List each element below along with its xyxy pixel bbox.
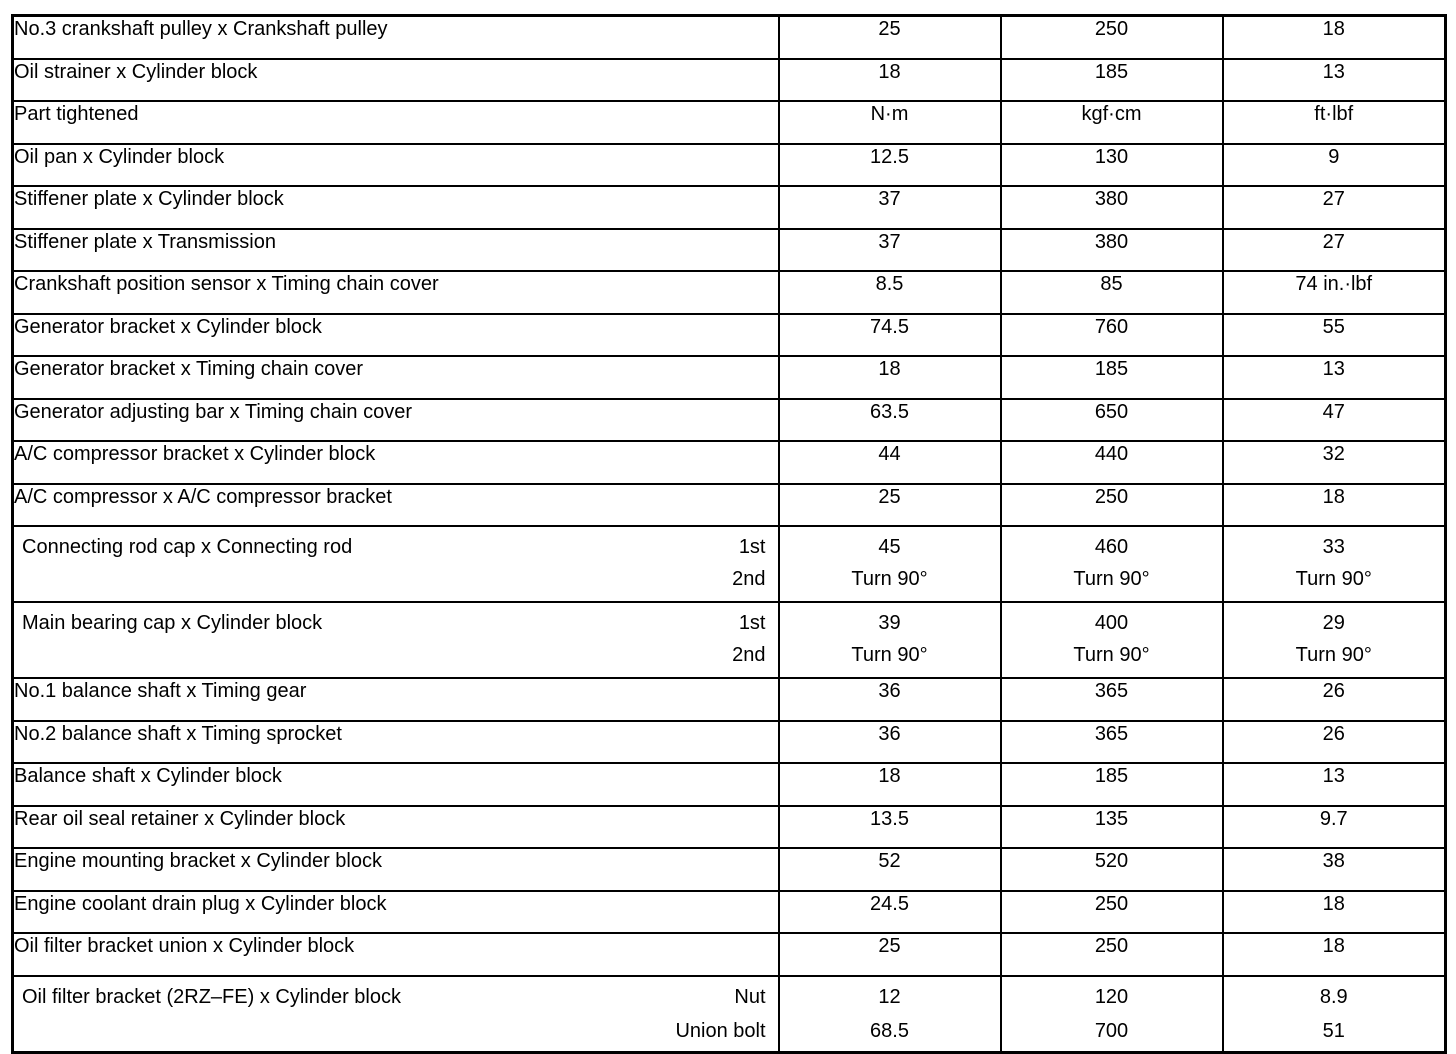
part-cell xyxy=(13,602,779,678)
step-label: 1st xyxy=(738,612,766,634)
nm-cell: 18 xyxy=(779,763,1001,806)
ft-lbf-cell xyxy=(1223,526,1446,602)
kgf-cm-cell: 185 xyxy=(1001,356,1223,399)
part-cell: A/C compressor bracket x Cylinder block xyxy=(13,441,779,484)
kgf-cm-cell: 250 xyxy=(1001,933,1223,976)
part-cell: No.1 balance shaft x Timing gear xyxy=(13,678,779,721)
nm-cell: 24.5 xyxy=(779,891,1001,934)
ft-lbf-cell: 13 xyxy=(1223,763,1446,806)
ft-lbf-cell xyxy=(1223,602,1446,678)
kgf-cm-value: 460 xyxy=(1094,536,1129,558)
nm-cell: 63.5 xyxy=(779,399,1001,442)
part-cell: Engine coolant drain plug x Cylinder block xyxy=(13,891,779,934)
kgf-cm-cell: 380 xyxy=(1001,229,1223,272)
kgf-cm-cell: 185 xyxy=(1001,763,1223,806)
nm-value: Turn 90° xyxy=(851,568,928,590)
table-row xyxy=(13,16,1446,59)
ft-lbf-cell: 18 xyxy=(1223,484,1446,527)
kgf-cm-value: Turn 90° xyxy=(1073,568,1150,590)
nm-cell: 12.5 xyxy=(779,144,1001,187)
ft-lbf-cell: 18 xyxy=(1223,933,1446,976)
nm-cell: 25 xyxy=(779,484,1001,527)
part-name: Oil filter bracket (2RZ–FE) x Cylinder block xyxy=(22,985,401,1008)
table-row xyxy=(13,891,1446,934)
nm-cell: 8.5 xyxy=(779,271,1001,314)
table-row xyxy=(13,763,1446,806)
table-row xyxy=(13,976,1446,1053)
nm-cell: 52 xyxy=(779,848,1001,891)
nm-cell: 36 xyxy=(779,721,1001,764)
ft-lbf-value: 29 xyxy=(1322,612,1345,634)
ft-lbf-value: 51 xyxy=(1322,1019,1345,1042)
part-cell: Stiffener plate x Cylinder block xyxy=(13,186,779,229)
nm-cell: 74.5 xyxy=(779,314,1001,357)
fastener-label: Union bolt xyxy=(675,1019,766,1042)
kgf-cm-value: Turn 90° xyxy=(1073,644,1150,666)
table-header-row xyxy=(13,101,1446,144)
nm-cell: 36 xyxy=(779,678,1001,721)
ft-lbf-cell: 26 xyxy=(1223,721,1446,764)
nm-header: N·m xyxy=(779,101,1001,144)
step-label: 2nd xyxy=(732,568,766,590)
ft-lbf-cell: 18 xyxy=(1223,891,1446,934)
ft-lbf-cell: 27 xyxy=(1223,229,1446,272)
part-cell: Rear oil seal retainer x Cylinder block xyxy=(13,806,779,849)
nm-cell: 25 xyxy=(779,933,1001,976)
table-row xyxy=(13,484,1446,527)
ft-lbf-cell: 9 xyxy=(1223,144,1446,187)
table-row xyxy=(13,721,1446,764)
nm-cell: 18 xyxy=(779,59,1001,102)
kgf-cm-value: 400 xyxy=(1094,612,1129,634)
nm-cell: 13.5 xyxy=(779,806,1001,849)
nm-cell: 44 xyxy=(779,441,1001,484)
part-cell: A/C compressor x A/C compressor bracket xyxy=(13,484,779,527)
nm-cell: 37 xyxy=(779,186,1001,229)
part-cell: Engine mounting bracket x Cylinder block xyxy=(13,848,779,891)
table-row xyxy=(13,144,1446,187)
kgf-cm-cell: 85 xyxy=(1001,271,1223,314)
ft-lbf-value: 33 xyxy=(1322,536,1345,558)
nm-value: 68.5 xyxy=(870,1019,909,1042)
table-row xyxy=(13,399,1446,442)
ft-lbf-cell: 26 xyxy=(1223,678,1446,721)
part-cell xyxy=(13,526,779,602)
part-cell: Oil filter bracket union x Cylinder block xyxy=(13,933,779,976)
part-cell: Generator bracket x Cylinder block xyxy=(13,314,779,357)
kgf-cm-cell: 135 xyxy=(1001,806,1223,849)
part-cell: No.2 balance shaft x Timing sprocket xyxy=(13,721,779,764)
part-cell: Stiffener plate x Transmission xyxy=(13,229,779,272)
kgf-cm-cell: 380 xyxy=(1001,186,1223,229)
part-name: Connecting rod cap x Connecting rod xyxy=(22,536,353,558)
nm-value: 45 xyxy=(878,536,901,558)
table-row xyxy=(13,314,1446,357)
ft-lbf-cell: 18 xyxy=(1223,16,1446,59)
ft-lbf-cell: 47 xyxy=(1223,399,1446,442)
ft-lbf-cell: 9.7 xyxy=(1223,806,1446,849)
kgf-cm-cell xyxy=(1001,526,1223,602)
table-row xyxy=(13,59,1446,102)
ft-lbf-cell: 13 xyxy=(1223,59,1446,102)
step-label: 2nd xyxy=(732,644,766,666)
part-cell: Oil strainer x Cylinder block xyxy=(13,59,779,102)
part-name: Main bearing cap x Cylinder block xyxy=(22,612,323,634)
part-cell: Balance shaft x Cylinder block xyxy=(13,763,779,806)
ft-lbf-value: 8.9 xyxy=(1319,985,1348,1008)
kgf-cm-cell: 250 xyxy=(1001,484,1223,527)
ft-lbf-cell: 13 xyxy=(1223,356,1446,399)
ft-lbf-cell xyxy=(1223,976,1446,1053)
torque-specification-table xyxy=(11,14,1447,1054)
kgf-cm-cell: 650 xyxy=(1001,399,1223,442)
kgf-cm-cell: 760 xyxy=(1001,314,1223,357)
nm-cell xyxy=(779,602,1001,678)
fastener-label: Nut xyxy=(734,985,766,1008)
kgf-cm-cell: 365 xyxy=(1001,721,1223,764)
table-row xyxy=(13,933,1446,976)
kgf-cm-cell: 130 xyxy=(1001,144,1223,187)
part-cell xyxy=(13,976,779,1053)
table-row xyxy=(13,186,1446,229)
table-row xyxy=(13,526,1446,602)
table-row xyxy=(13,271,1446,314)
nm-value: 12 xyxy=(878,985,901,1008)
table-row xyxy=(13,441,1446,484)
ft-lbf-value: Turn 90° xyxy=(1295,644,1372,666)
table-row xyxy=(13,848,1446,891)
kgf-cm-cell: 365 xyxy=(1001,678,1223,721)
ft-lbf-cell: 32 xyxy=(1223,441,1446,484)
nm-value: 39 xyxy=(878,612,901,634)
part-cell: No.3 crankshaft pulley x Crankshaft pulley xyxy=(13,16,779,59)
ft-lbf-cell: 27 xyxy=(1223,186,1446,229)
kgf-cm-cell: 250 xyxy=(1001,16,1223,59)
kgf-cm-cell: 440 xyxy=(1001,441,1223,484)
nm-value: Turn 90° xyxy=(851,644,928,666)
ft-lbf-cell: 38 xyxy=(1223,848,1446,891)
nm-cell: 18 xyxy=(779,356,1001,399)
kgf-cm-cell xyxy=(1001,976,1223,1053)
kgf-cm-cell: 185 xyxy=(1001,59,1223,102)
table-row xyxy=(13,229,1446,272)
table-row xyxy=(13,678,1446,721)
table-row xyxy=(13,806,1446,849)
part-cell: Oil pan x Cylinder block xyxy=(13,144,779,187)
kgf-cm-value: 700 xyxy=(1094,1019,1129,1042)
part-cell: Generator bracket x Timing chain cover xyxy=(13,356,779,399)
ft-lbf-header: ft·lbf xyxy=(1223,101,1446,144)
part-header: Part tightened xyxy=(13,101,779,144)
table-row xyxy=(13,356,1446,399)
nm-cell: 37 xyxy=(779,229,1001,272)
nm-cell xyxy=(779,976,1001,1053)
nm-cell xyxy=(779,526,1001,602)
kgf-cm-cell xyxy=(1001,602,1223,678)
kgf-cm-value: 120 xyxy=(1094,985,1129,1008)
table-row xyxy=(13,602,1446,678)
ft-lbf-cell: 74 in.·lbf xyxy=(1223,271,1446,314)
kgf-cm-cell: 520 xyxy=(1001,848,1223,891)
step-label: 1st xyxy=(738,536,766,558)
kgf-cm-cell: 250 xyxy=(1001,891,1223,934)
nm-cell: 25 xyxy=(779,16,1001,59)
kgf-cm-header: kgf·cm xyxy=(1001,101,1223,144)
ft-lbf-value: Turn 90° xyxy=(1295,568,1372,590)
part-cell: Crankshaft position sensor x Timing chain cover xyxy=(13,271,779,314)
ft-lbf-cell: 55 xyxy=(1223,314,1446,357)
part-cell: Generator adjusting bar x Timing chain cover xyxy=(13,399,779,442)
